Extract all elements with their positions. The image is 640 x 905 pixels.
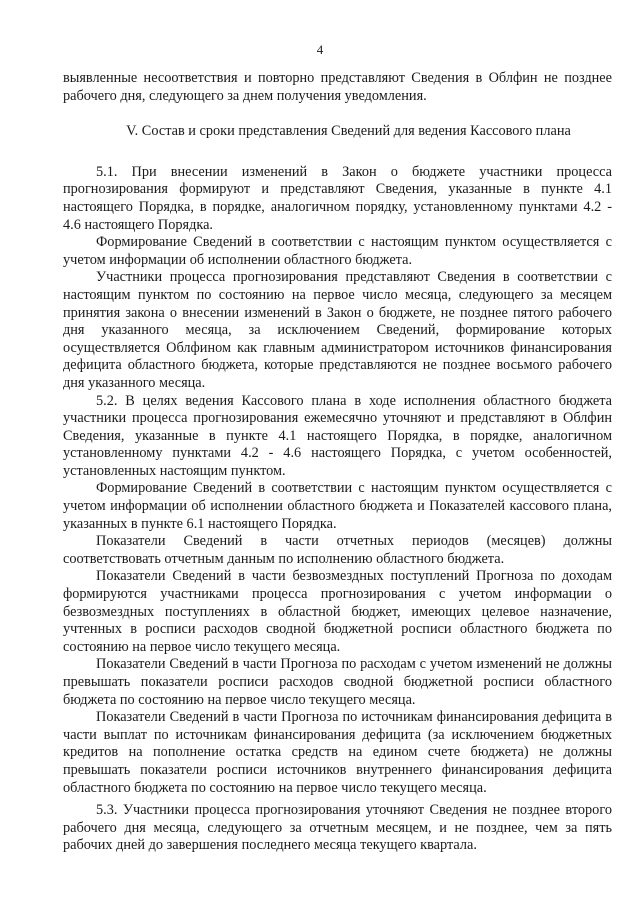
paragraph: Показатели Сведений в части Прогноза по источникам финансирования дефицита в части выплат по источникам финансирования дефицита (за исключением бюджетных кредитов на пополнение остатка средств на едином счете бюджета) не должны превышать показатели росписи источников внутреннего финансирования дефицита областного бюджета по состоянию на первое число текущего месяца. <box>63 709 612 796</box>
paragraph: Участники процесса прогнозирования представляют Сведения в соответствии с настоящим пунктом по состоянию на первое число месяца, следующего за месяцем принятия закона о внесении изменений в Закон о бюджете, не позднее пятого рабочего дня указанного месяца, за исключением Сведений, формирование которых осуществляется Облфином как главным администратором источников финансирования дефицита областного бюджета, которые представляются не позднее восьмого рабочего дня указанного месяца. <box>63 269 612 391</box>
paragraph: Показатели Сведений в части безвозмездных поступлений Прогноза по доходам формируются участниками процесса прогнозирования с учетом информации о безвозмездных поступлениях в областной бюджет, имеющих целевое назначение, учтенных в росписи расходов сводной бюджетной росписи областного бюджета по состоянию на первое число текущего месяца. <box>63 568 612 655</box>
document-body <box>63 70 612 855</box>
page-number: 4 <box>316 42 324 57</box>
paragraph: Формирование Сведений в соответствии с настоящим пунктом осуществляется с учетом информации об исполнении областного бюджета. <box>63 234 612 268</box>
paragraph-5-1: 5.1. При внесении изменений в Закон о бюджете участники процесса прогнозирования формируют и представляют Сведения, указанные в пункте 4.1 настоящего Порядка, в порядке, аналогичном порядку, установленному пунктами 4.2 - 4.6 настоящего Порядка. <box>63 163 612 233</box>
paragraph-5-2: 5.2. В целях ведения Кассового плана в ходе исполнения областного бюджета участники процесса прогнозирования ежемесячно уточняют и представляют в Облфин Сведения, указанные в пункте 4.1 настоящего Порядка, в порядке, аналогичном установленному пунктами 4.2 - 4.6 настоящего Порядка, с учетом особенностей, установленных настоящим пунктом. <box>63 392 612 479</box>
paragraph: Показатели Сведений в части отчетных периодов (месяцев) должны соответствовать отчетным данным по исполнению областного бюджета. <box>63 533 612 567</box>
paragraph-5-3: 5.3. Участники процесса прогнозирования уточняют Сведения не позднее второго рабочего дня месяца, следующего за отчетным месяцем, и не позднее, чем за пять рабочих дней до завершения последнего месяца текущего квартала. <box>63 802 612 854</box>
paragraph: Формирование Сведений в соответствии с настоящим пунктом осуществляется с учетом информации об исполнении областного бюджета и Показателей кассового плана, указанных в пункте 6.1 настоящего Порядка. <box>63 480 612 532</box>
section-heading: V. Состав и сроки представления Сведений для ведения Кассового плана <box>126 123 571 140</box>
paragraph: Показатели Сведений в части Прогноза по расходам с учетом изменений не должны превышать показатели росписи расходов сводной бюджетной росписи областного бюджета по состоянию на первое число текущего месяца. <box>63 656 612 708</box>
intro-paragraph: выявленные несоответствия и повторно представляют Сведения в Облфин не позднее рабочего дня, следующего за днем получения уведомления. <box>63 70 612 104</box>
